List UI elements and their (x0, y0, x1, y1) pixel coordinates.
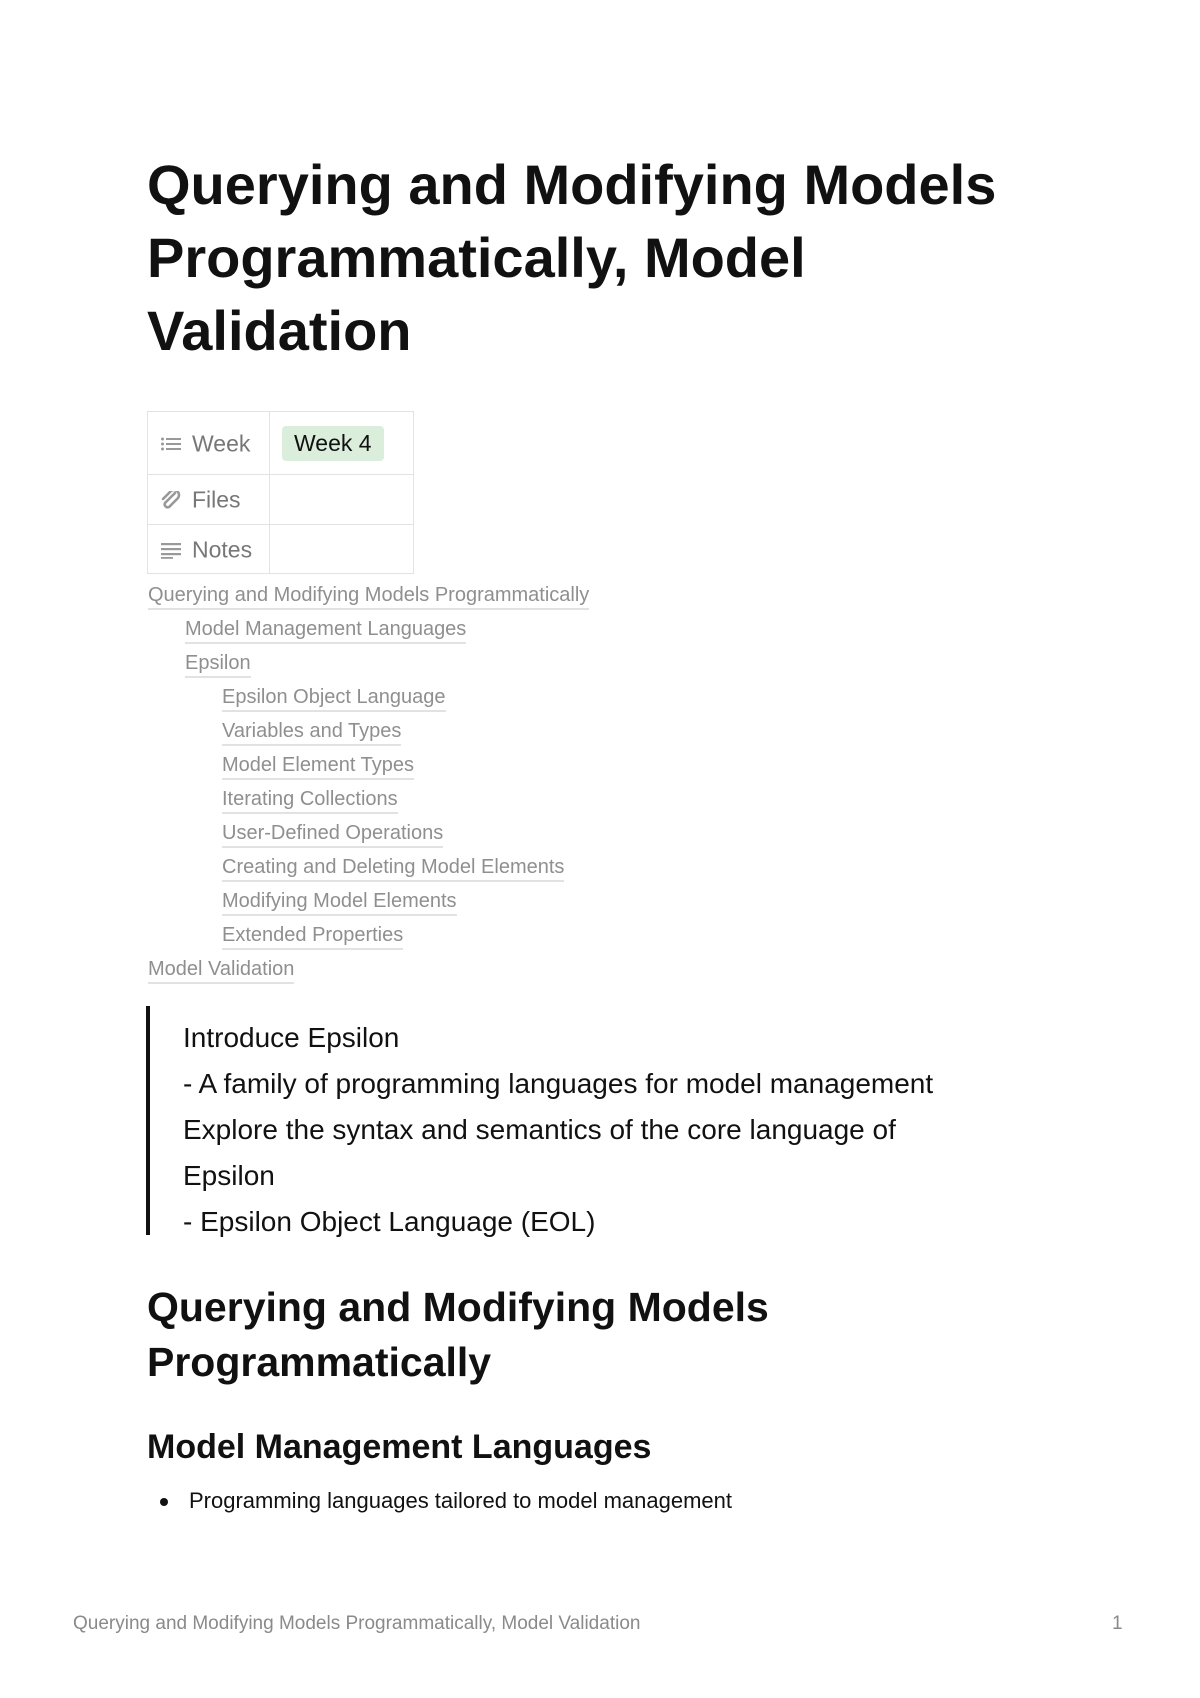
bullet-list (160, 1487, 732, 1515)
toc-link[interactable]: Modifying Model Elements (222, 890, 457, 916)
toc-link[interactable]: Model Management Languages (185, 618, 466, 644)
property-key-notes (148, 525, 270, 574)
page-title: Querying and Modifying Models Programmatically, Model Validation (147, 153, 997, 362)
toc-link[interactable]: Variables and Types (222, 720, 401, 746)
property-row-files (148, 475, 414, 525)
toc-link[interactable]: Creating and Deleting Model Elements (222, 856, 564, 882)
toc-link[interactable]: Epsilon Object Language (222, 686, 446, 712)
property-label: Week (192, 430, 251, 457)
property-label: Files (192, 486, 241, 513)
subsection-heading: Model Management Languages (147, 1428, 652, 1466)
property-value-notes[interactable] (270, 525, 414, 574)
list-item (160, 1487, 732, 1515)
property-row-week (148, 412, 414, 475)
property-key-week (148, 412, 270, 475)
toc-link[interactable]: Epsilon (185, 652, 251, 678)
toc-link[interactable]: Querying and Modifying Models Programmatically (148, 584, 589, 610)
property-value-week[interactable] (270, 412, 414, 475)
properties-table (147, 411, 414, 574)
quote-block (146, 1006, 1030, 1235)
property-key-files (148, 475, 270, 525)
toc-link[interactable]: User-Defined Operations (222, 822, 443, 848)
property-value-files[interactable] (270, 475, 414, 525)
quote-line: Epsilon (183, 1160, 275, 1191)
quote-line: - A family of programming languages for model management (183, 1068, 934, 1099)
week-tag[interactable]: Week 4 (282, 426, 384, 461)
paperclip-icon (160, 491, 182, 509)
property-row-notes (148, 525, 414, 574)
list-icon (160, 435, 182, 453)
toc-link[interactable]: Model Element Types (222, 754, 414, 780)
page-number: 1 (1112, 1613, 1123, 1634)
section-heading: Querying and Modifying Models Programmatically (147, 1284, 769, 1385)
bullet-icon (160, 1498, 168, 1506)
quote-line: Explore the syntax and semantics of the core language of (183, 1114, 896, 1145)
property-label: Notes (192, 536, 253, 563)
toc-link[interactable]: Model Validation (148, 958, 294, 984)
text-lines-icon (160, 541, 182, 559)
footer-title: Querying and Modifying Models Programmatically, Model Validation (73, 1613, 641, 1634)
quote-line: Introduce Epsilon (183, 1022, 400, 1053)
toc-link[interactable]: Iterating Collections (222, 788, 398, 814)
quote-line: - Epsilon Object Language (EOL) (183, 1206, 596, 1237)
list-item-text: Programming languages tailored to model management (189, 1488, 732, 1513)
toc-link[interactable]: Extended Properties (222, 924, 403, 950)
